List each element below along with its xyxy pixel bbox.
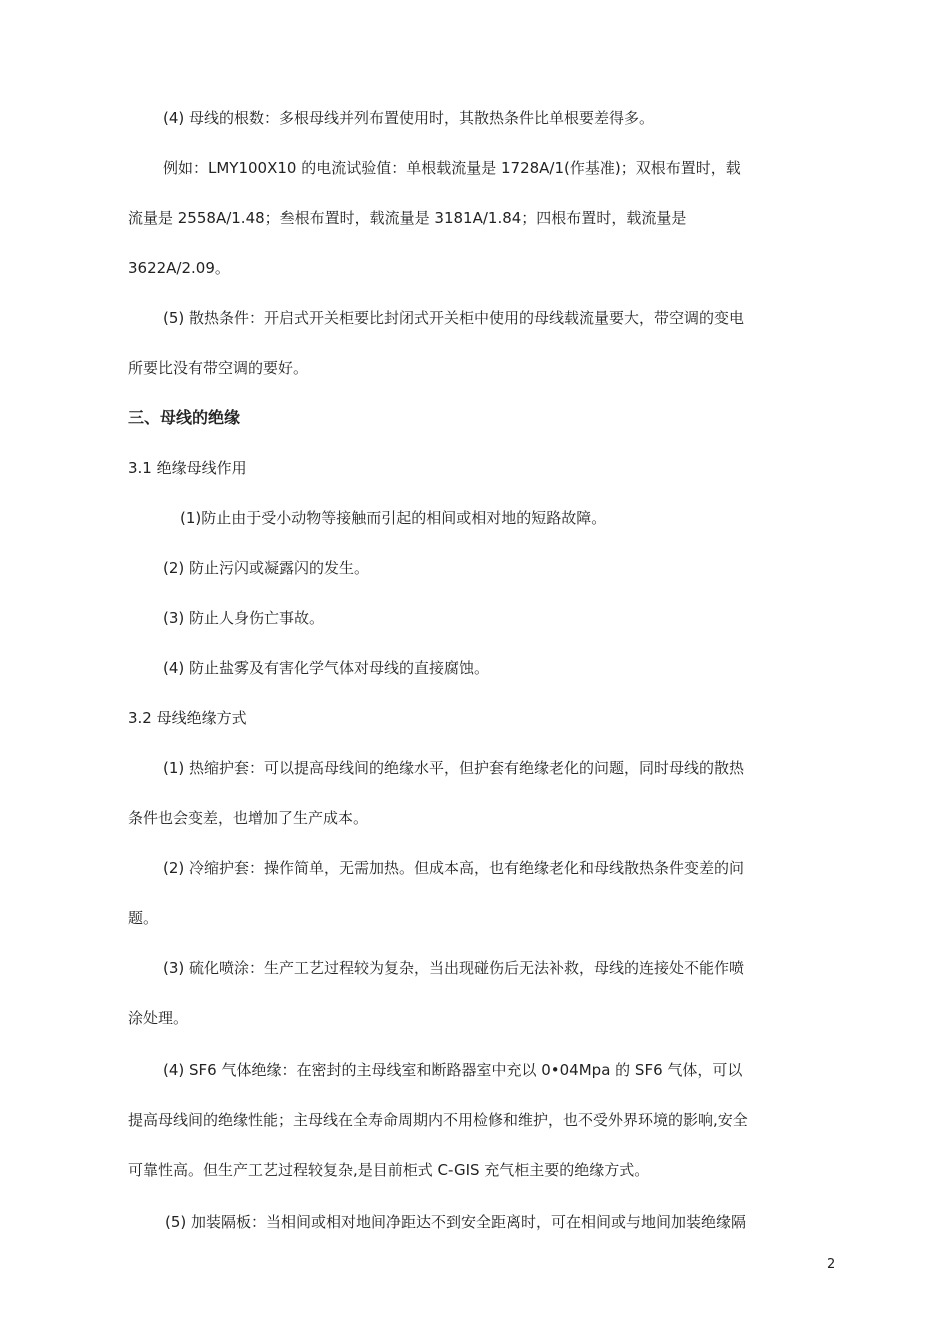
method-1-line-1: (1) 热缩护套：可以提高母线间的绝缘水平，但护套有绝缘老化的问题，同时母线的散热: [163, 759, 745, 777]
list-item-1: (1)防止由于受小动物等接触而引起的相间或相对地的短路故障。: [180, 509, 607, 527]
list-item-4: (4) 防止盐雾及有害化学气体对母线的直接腐蚀。: [163, 659, 490, 677]
section-3-heading: 三、母线的绝缘: [128, 408, 241, 427]
paragraph-5-cooling-line-2: 所要比没有带空调的要好。: [128, 359, 309, 377]
list-item-2: (2) 防止污闪或凝露闪的发生。: [163, 559, 370, 577]
subsection-3-1-title: 3.1 绝缘母线作用: [128, 459, 247, 477]
method-4-line-3: 可靠性高。但生产工艺过程较复杂,是目前柜式 C-GIS 充气柜主要的绝缘方式。: [128, 1161, 650, 1179]
method-2-line-1: (2) 冷缩护套：操作简单，无需加热。但成本高，也有绝缘老化和母线散热条件变差的问: [163, 859, 745, 877]
method-5-line-1: (5) 加装隔板：当相间或相对地间净距达不到安全距离时，可在相间或与地间加装绝缘隔: [165, 1213, 747, 1231]
method-3-line-1: (3) 硫化喷涂：生产工艺过程较为复杂，当出现碰伤后无法补救，母线的连接处不能作喷: [163, 959, 745, 977]
paragraph-4-busbar-count: (4) 母线的根数：多根母线并列布置使用时，其散热条件比单根要差得多。: [163, 109, 655, 127]
method-3-line-2: 涂处理。: [128, 1009, 189, 1027]
method-1-line-2: 条件也会变差，也增加了生产成本。: [128, 809, 369, 827]
list-item-3: (3) 防止人身伤亡事故。: [163, 609, 325, 627]
method-4-line-1: (4) SF6 气体绝缘：在密封的主母线室和断路器室中充以 0•04Mpa 的 SF6 气体，可以: [163, 1061, 743, 1079]
example-line-1: 例如：LMY100X10 的电流试验值：单根载流量是 1728A/1(作基准)；双根布置时，载: [163, 159, 741, 177]
example-line-3: 3622A/2.09。: [128, 259, 230, 277]
method-4-line-2: 提高母线间的绝缘性能；主母线在全寿命周期内不用检修和维护，也不受外界环境的影响,安全: [128, 1111, 748, 1129]
subsection-3-2-title: 3.2 母线绝缘方式: [128, 709, 247, 727]
paragraph-5-cooling-line-1: (5) 散热条件：开启式开关柜要比封闭式开关柜中使用的母线载流量要大，带空调的变电: [163, 309, 745, 327]
example-line-2: 流量是 2558A/1.48；叁根布置时，载流量是 3181A/1.84；四根布置时，载流量是: [128, 209, 687, 227]
page-number: 2: [827, 1257, 836, 1272]
method-2-line-2: 题。: [128, 909, 159, 927]
